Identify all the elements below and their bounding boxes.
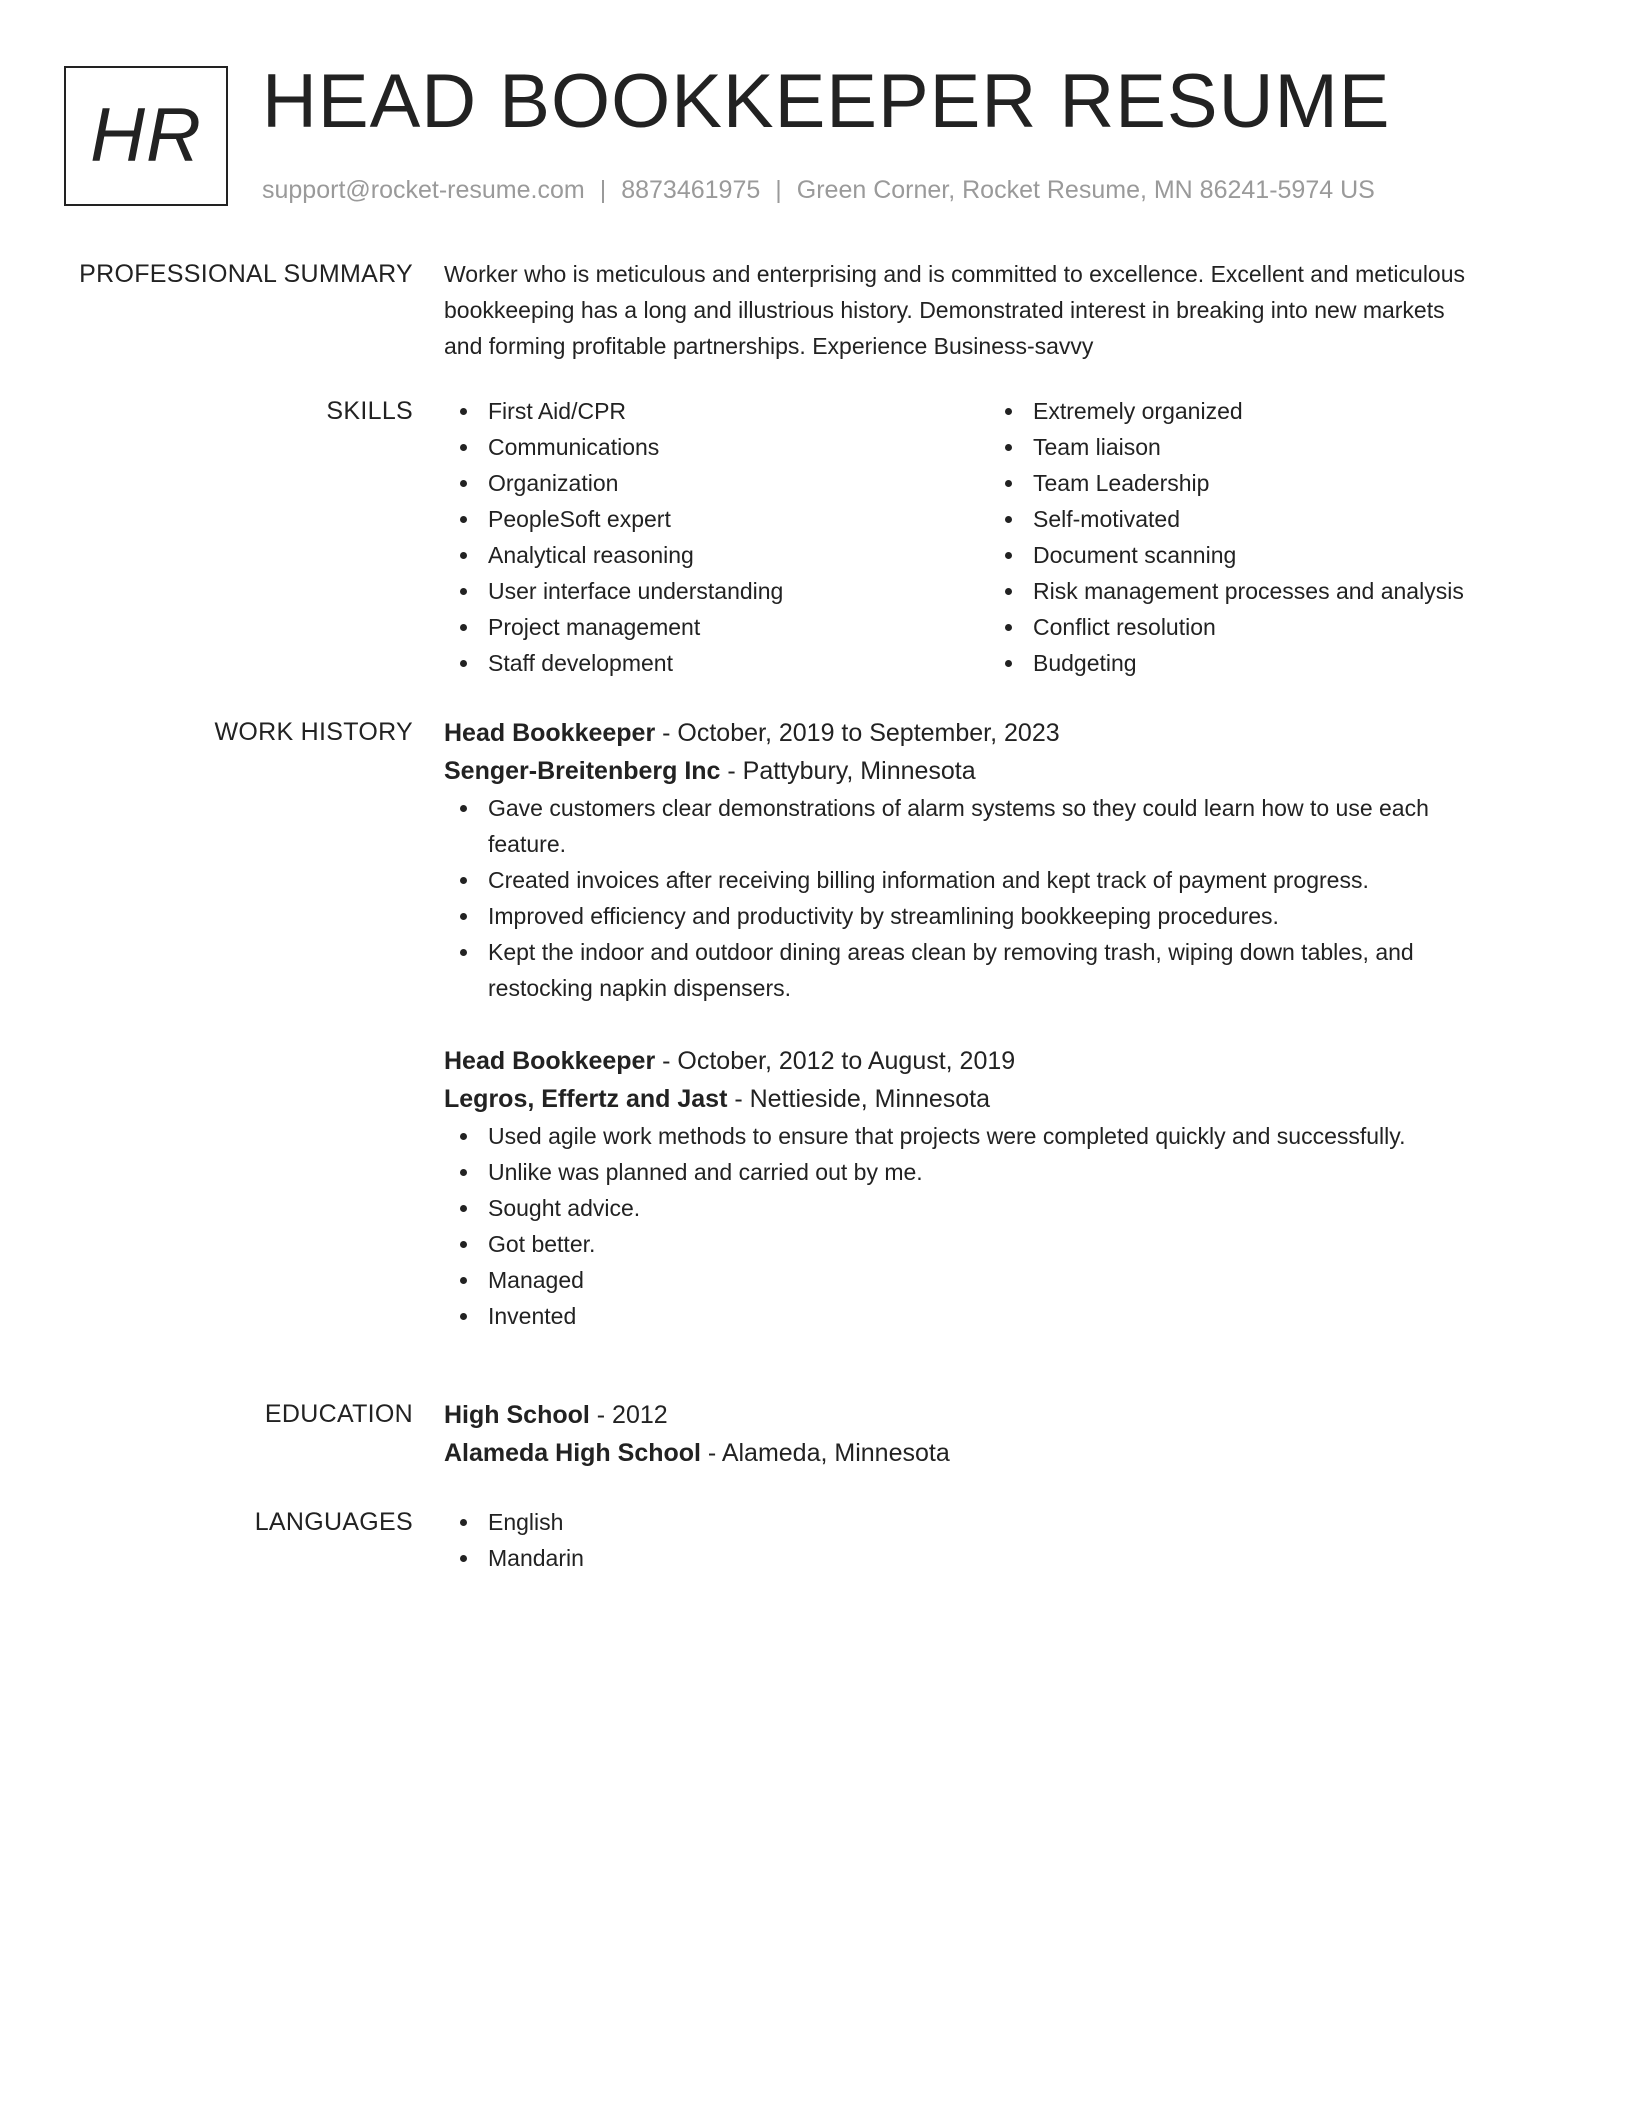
job-bullet: Unlike was planned and carried out by me. <box>444 1154 1554 1190</box>
job-bullet: Managed <box>444 1262 1554 1298</box>
skill-item: Team liaison <box>989 429 1534 465</box>
job-entry <box>444 1042 1554 1334</box>
monogram-initials: HR <box>90 93 202 178</box>
skill-item: Analytical reasoning <box>444 537 989 573</box>
skill-item: Team Leadership <box>989 465 1534 501</box>
skill-item: User interface understanding <box>444 573 989 609</box>
contact-line <box>262 172 1375 208</box>
job-company: Legros, Effertz and Jast <box>444 1085 728 1113</box>
summary-label: PROFESSIONAL SUMMARY <box>79 260 413 288</box>
education-degree: High School <box>444 1401 590 1429</box>
job-dates: - October, 2012 to August, 2019 <box>655 1047 1016 1075</box>
job-bullets <box>444 790 1554 1006</box>
work-body <box>444 714 1554 1334</box>
contact-address: Green Corner, Rocket Resume, MN 86241-5974 US <box>796 176 1375 204</box>
contact-separator: | <box>599 176 607 204</box>
job-bullet: Got better. <box>444 1226 1554 1262</box>
skill-item: Risk management processes and analysis <box>989 573 1534 609</box>
languages-list <box>444 1504 1554 1576</box>
education-degree-line <box>444 1396 1554 1434</box>
resume-title: HEAD BOOKKEEPER RESUME <box>262 59 1391 144</box>
skill-item: Conflict resolution <box>989 609 1534 645</box>
skill-item: Document scanning <box>989 537 1534 573</box>
job-company-line <box>444 752 1554 790</box>
education-year: - 2012 <box>589 1401 668 1429</box>
work-label: WORK HISTORY <box>214 718 413 746</box>
job-company: Senger-Breitenberg Inc <box>444 757 721 785</box>
skill-item: Budgeting <box>989 645 1534 681</box>
summary-body <box>444 256 1554 364</box>
skill-item: Staff development <box>444 645 989 681</box>
job-entry <box>444 714 1554 1006</box>
contact-separator: | <box>775 176 782 204</box>
skill-item: PeopleSoft expert <box>444 501 989 537</box>
languages-body <box>444 1504 1554 1576</box>
summary-line: Worker who is meticulous and enterprising and is committed to excellence. Excellent and meticulous <box>444 261 1466 287</box>
summary-line: and forming profitable partnerships. Experience Business-savvy <box>444 333 1094 359</box>
job-location: - Nettieside, Minnesota <box>727 1085 991 1113</box>
job-bullet <box>444 934 1554 1006</box>
skills-list-right <box>989 393 1534 681</box>
job-bullet-text: Kept the indoor and outdoor dining areas clean by removing trash, wiping down tables, and <box>488 939 1414 965</box>
job-bullets <box>444 1118 1554 1334</box>
language-item: English <box>444 1504 1554 1540</box>
skills-label: SKILLS <box>326 397 413 425</box>
job-bullet: Created invoices after receiving billing information and kept track of payment progress. <box>444 862 1554 898</box>
job-bullet <box>444 790 1554 862</box>
languages-label: LANGUAGES <box>254 1508 413 1536</box>
job-header <box>444 714 1554 752</box>
skill-item: Self-motivated <box>989 501 1534 537</box>
skill-item: Organization <box>444 465 989 501</box>
contact-phone: 8873461975 <box>621 176 761 204</box>
skills-body <box>444 393 1554 681</box>
skill-item: First Aid/CPR <box>444 393 989 429</box>
job-dates: - October, 2019 to September, 2023 <box>655 719 1060 747</box>
skill-item: Extremely organized <box>989 393 1534 429</box>
monogram-box <box>64 66 228 206</box>
job-bullet-text: restocking napkin dispensers. <box>488 975 791 1001</box>
job-header <box>444 1042 1554 1080</box>
education-label: EDUCATION <box>264 1400 413 1428</box>
education-body <box>444 1396 1554 1472</box>
skill-item: Communications <box>444 429 989 465</box>
contact-email: support@rocket-resume.com <box>262 176 585 204</box>
education-school: Alameda High School <box>444 1439 701 1467</box>
job-bullet-text: feature. <box>488 831 566 857</box>
education-location: - Alameda, Minnesota <box>700 1439 950 1467</box>
job-bullet: Invented <box>444 1298 1554 1334</box>
job-location: - Pattybury, Minnesota <box>720 757 976 785</box>
job-bullet: Sought advice. <box>444 1190 1554 1226</box>
job-title: Head Bookkeeper <box>444 1047 656 1075</box>
education-school-line <box>444 1434 1554 1472</box>
job-bullet-text: Gave customers clear demonstrations of alarm systems so they could learn how to use each <box>488 795 1429 821</box>
job-company-line <box>444 1080 1554 1118</box>
job-bullet: Improved efficiency and productivity by streamlining bookkeeping procedures. <box>444 898 1554 934</box>
skills-list-left <box>444 393 989 681</box>
summary-line: bookkeeping has a long and illustrious history. Demonstrated interest in breaking into new markets <box>444 297 1445 323</box>
skill-item: Project management <box>444 609 989 645</box>
job-title: Head Bookkeeper <box>444 719 656 747</box>
job-bullet: Used agile work methods to ensure that projects were completed quickly and successfully. <box>444 1118 1554 1154</box>
language-item: Mandarin <box>444 1540 1554 1576</box>
